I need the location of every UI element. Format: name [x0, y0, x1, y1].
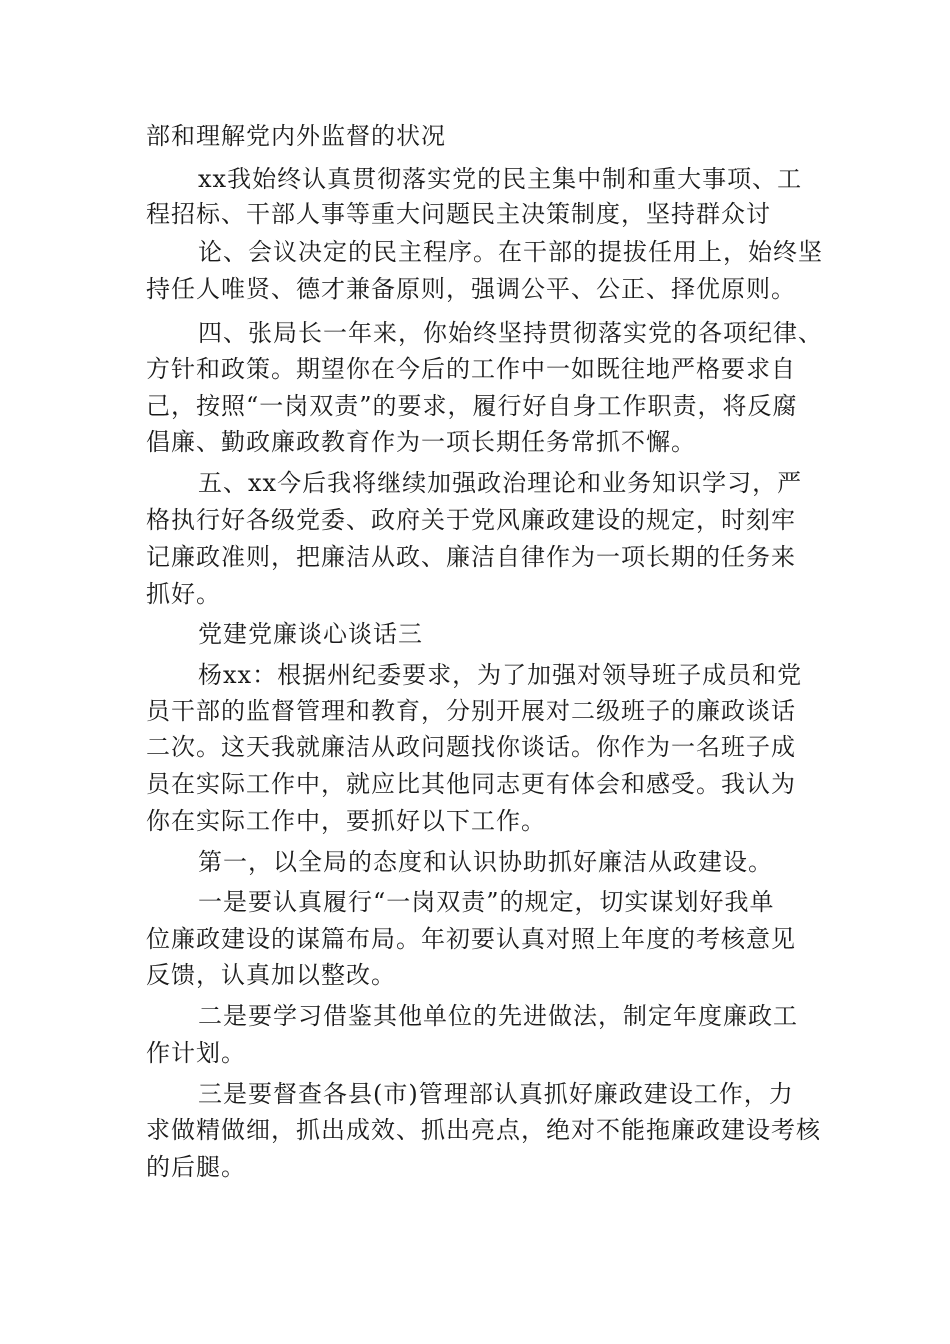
text-line: 四、张局长一年来，你始终坚持贯彻落实党的各项纪律、: [198, 319, 823, 347]
text-line: 记廉政准则，把廉洁从政、廉洁自律作为一项长期的任务来: [146, 543, 796, 571]
text-line: 持任人唯贤、德才兼备原则，强调公平、公正、择优原则。: [146, 275, 796, 303]
text-line: 反馈，认真加以整改。: [146, 961, 396, 989]
text-line: 作计划。: [146, 1039, 246, 1067]
text-line: 论、会议决定的民主程序。在干部的提拔任用上，始终坚: [198, 238, 823, 266]
text-line: 五、xx今后我将继续加强政治理论和业务知识学习，严: [198, 469, 803, 497]
text-line: xx我始终认真贯彻落实党的民主集中制和重大事项、工: [198, 165, 803, 193]
text-line: 你在实际工作中，要抓好以下工作。: [146, 807, 546, 835]
text-line: 倡廉、勤政廉政教育作为一项长期任务常抓不懈。: [146, 428, 696, 456]
text-line: 部和理解党内外监督的状况: [146, 122, 446, 150]
text-line: 方针和政策。期望你在今后的工作中一如既往地严格要求自: [146, 355, 796, 383]
text-line: 二次。这天我就廉洁从政问题找你谈话。你作为一名班子成: [146, 733, 796, 761]
text-line: 三是要督查各县(市)管理部认真抓好廉政建设工作，力: [198, 1080, 794, 1108]
text-line: 员在实际工作中，就应比其他同志更有体会和感受。我认为: [146, 770, 796, 798]
text-line: 格执行好各级党委、政府关于党风廉政建设的规定，时刻牢: [146, 506, 796, 534]
text-line: 求做精做细，抓出成效、抓出亮点，绝对不能拖廉政建设考核: [146, 1116, 821, 1144]
text-line: 程招标、干部人事等重大问题民主决策制度，坚持群众讨: [146, 200, 771, 228]
text-line: 员干部的监督管理和教育，分别开展对二级班子的廉政谈话: [146, 697, 796, 725]
text-line: 抓好。: [146, 580, 221, 608]
text-line: 的后腿。: [146, 1153, 246, 1181]
text-line: 二是要学习借鉴其他单位的先进做法，制定年度廉政工: [198, 1002, 798, 1030]
text-line: 党建党廉谈心谈话三: [198, 620, 423, 648]
text-line: 己，按照“一岗双责”的要求，履行好自身工作职责，将反腐: [146, 392, 798, 420]
text-line: 第一，以全局的态度和认识协助抓好廉洁从政建设。: [198, 848, 773, 876]
text-line: 一是要认真履行“一岗双责”的规定，切实谋划好我单: [198, 888, 775, 916]
text-line: 杨xx：根据州纪委要求，为了加强对领导班子成员和党: [198, 661, 803, 689]
text-line: 位廉政建设的谋篇布局。年初要认真对照上年度的考核意见: [146, 925, 796, 953]
